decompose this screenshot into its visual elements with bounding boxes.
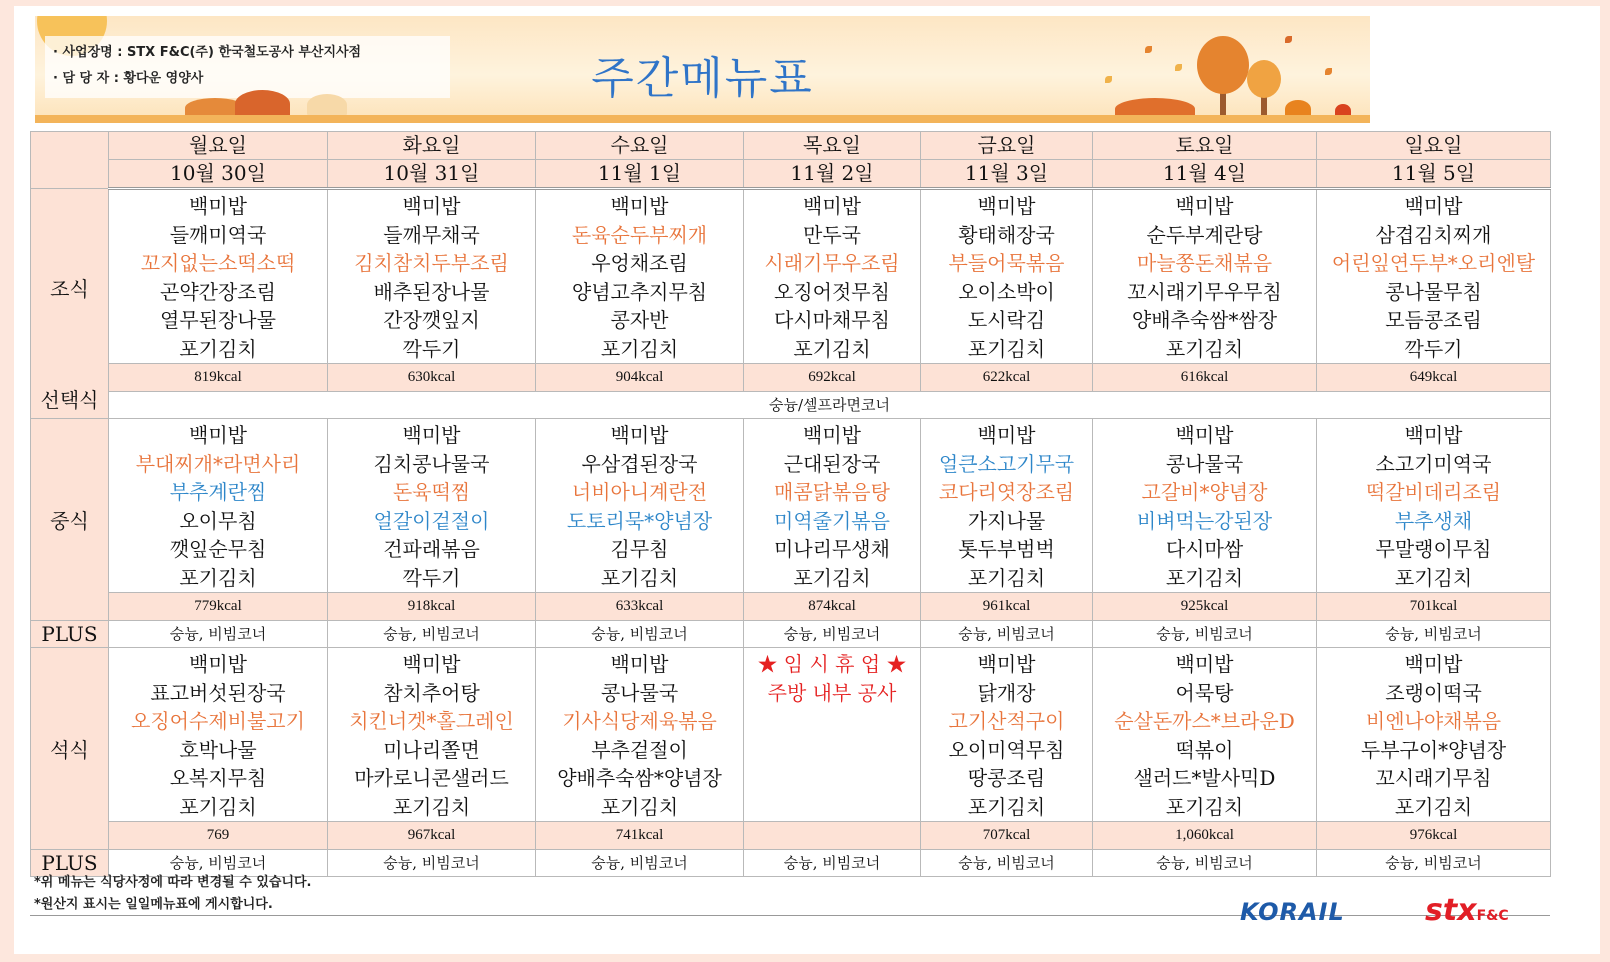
- leaf-decoration: [1105, 76, 1112, 83]
- dinner-menu-cell: [921, 648, 1093, 822]
- menu-item: 다시마채무침: [774, 308, 890, 332]
- select-label-text: 선택식: [40, 388, 99, 412]
- plus-text: 숭늉, 비빔코너: [109, 850, 328, 877]
- menu-item: 꼬시래기무우무침: [1127, 279, 1282, 304]
- site-name: · 사업장명 : STX F&C(주) 한국철도공사 부산지사점: [53, 45, 362, 60]
- menu-item: 백미밥: [610, 652, 669, 676]
- lunch-label: [31, 419, 109, 621]
- menu-item: 포기김치: [967, 336, 1046, 361]
- menu-item: 삼겹김치찌개: [1375, 222, 1492, 247]
- leaf-decoration: [1325, 68, 1332, 75]
- menu-item: 꼬지없는소떡소떡: [140, 251, 296, 275]
- menu-item: 비벼먹는강된장: [1136, 508, 1273, 533]
- menu-item: 만두국: [803, 222, 861, 247]
- breakfast-menu-cell: [536, 189, 744, 364]
- menu-item: 포기김치: [793, 336, 871, 361]
- menu-item: 황태해장국: [958, 222, 1055, 247]
- kcal-value: 622kcal: [921, 364, 1093, 392]
- kcal-value: 630kcal: [328, 364, 536, 392]
- menu-item: 표고버섯된장국: [150, 680, 286, 705]
- menu-item: 깍두기: [402, 565, 461, 590]
- menu-item: 곤약간장조림: [160, 279, 276, 304]
- kcal-value: 741kcal: [536, 822, 744, 850]
- day-header: 월요일: [109, 132, 328, 160]
- menu-item: 백미밥: [1175, 652, 1234, 676]
- breakfast-row: [31, 189, 1551, 364]
- menu-item: 포기김치: [967, 794, 1046, 819]
- plus-text: 숭늉, 비빔코너: [1317, 850, 1551, 877]
- lunch-plus-row: [31, 621, 1551, 648]
- kcal-value: 649kcal: [1317, 364, 1551, 392]
- dinner-menu-cell: [1317, 648, 1551, 822]
- dinner-label-text: 석식: [50, 738, 89, 762]
- menu-item: 백미밥: [977, 194, 1036, 218]
- menu-item: 매콤닭볶음탕: [774, 480, 890, 504]
- menu-item: 양념고추지무침: [571, 279, 708, 304]
- kcal-value: 874kcal: [744, 593, 921, 621]
- breakfast-label: [31, 189, 109, 419]
- plus-text: 숭늉, 비빔코너: [328, 621, 536, 648]
- menu-item: 고기산적구이: [948, 709, 1065, 733]
- kcal-value: 701kcal: [1317, 593, 1551, 621]
- dinner-menu-cell: [744, 648, 921, 822]
- lunch-menu-cell: [1317, 419, 1551, 593]
- plus-text: 숭늉, 비빔코너: [536, 621, 744, 648]
- menu-item: 호박나물: [179, 737, 257, 762]
- kcal-value: [744, 822, 921, 850]
- plus-text: 숭늉, 비빔코너: [328, 850, 536, 877]
- menu-item: 우엉채조림: [591, 251, 688, 275]
- menu-item: 모듬콩조림: [1385, 308, 1482, 332]
- menu-item: 닭개장: [977, 680, 1036, 705]
- day-header: 일요일: [1317, 132, 1551, 160]
- menu-item: 열무된장나물: [160, 308, 276, 332]
- menu-item: 백미밥: [977, 652, 1036, 676]
- menu-item: 부추겉절이: [591, 737, 688, 762]
- date-header: 11월 2일: [744, 160, 921, 189]
- menu-item: 오이미역무침: [948, 737, 1065, 762]
- weekly-menu-table: [30, 131, 1551, 877]
- plus-text: 숭늉, 비빔코너: [921, 621, 1093, 648]
- menu-item: 땅콩조림: [967, 766, 1046, 790]
- menu-item: 떡볶이: [1175, 737, 1234, 762]
- menu-item: 백미밥: [189, 194, 247, 218]
- menu-item: 떡갈비데리조림: [1365, 480, 1502, 504]
- menu-item: 백미밥: [610, 423, 669, 447]
- menu-item: ★ 임 시 휴 업 ★: [757, 652, 907, 676]
- lunch-menu-cell: [328, 419, 536, 593]
- korail-logo: KORAIL: [1240, 898, 1345, 926]
- lunch-menu-cell: [921, 419, 1093, 593]
- kcal-value: 918kcal: [328, 593, 536, 621]
- kcal-value: 961kcal: [921, 593, 1093, 621]
- menu-item: 백미밥: [1404, 652, 1463, 676]
- menu-item: 코다리엿장조림: [938, 480, 1075, 504]
- kcal-value: 967kcal: [328, 822, 536, 850]
- plus-text: 숭늉, 비빔코너: [1317, 621, 1551, 648]
- footnote-change: *위 메뉴는 식당사정에 따라 변경될 수 있습니다.: [34, 875, 312, 890]
- menu-item: 도토리묵*양념장: [566, 508, 713, 533]
- date-header: 11월 4일: [1093, 160, 1317, 189]
- kcal-value: 769: [109, 822, 328, 850]
- tree-decoration: [1197, 36, 1249, 94]
- dinner-kcal-row: [31, 822, 1551, 850]
- plus-label: PLUS: [31, 621, 109, 648]
- manager-name: · 담 당 자 : 황다운 영양사: [53, 71, 204, 86]
- date-header: 10월 31일: [328, 160, 536, 189]
- menu-item: 주방 내부 공사: [767, 680, 897, 705]
- breakfast-label-text: 조식: [50, 277, 89, 301]
- menu-item: 간장깻잎지: [383, 308, 480, 332]
- day-header: 수요일: [536, 132, 744, 160]
- menu-item: 무말랭이무침: [1375, 537, 1492, 561]
- plus-text: 숭늉, 비빔코너: [109, 621, 328, 648]
- leaf-decoration: [1175, 64, 1182, 71]
- menu-item: 콩자반: [610, 308, 669, 332]
- menu-item: 들깨미역국: [169, 222, 267, 247]
- menu-item: 다시마쌈: [1165, 537, 1244, 561]
- menu-item: 백미밥: [610, 194, 669, 218]
- menu-item: 백미밥: [1404, 194, 1463, 218]
- menu-item: 오이소박이: [958, 279, 1055, 304]
- day-header: 금요일: [921, 132, 1093, 160]
- breakfast-menu-cell: [744, 189, 921, 364]
- bush-decoration: [235, 90, 290, 118]
- menu-item: 순두부계란탕: [1146, 222, 1263, 247]
- dinner-menu-cell: [109, 648, 328, 822]
- menu-item: 소고기미역국: [1375, 451, 1492, 476]
- plus-text: 숭늉, 비빔코너: [1093, 621, 1317, 648]
- menu-item: 김치콩나물국: [373, 451, 490, 476]
- menu-item: 오징어수제비불고기: [131, 709, 305, 733]
- kcal-value: 925kcal: [1093, 593, 1317, 621]
- menu-item: 미나리무생채: [774, 537, 890, 561]
- menu-item: 포기김치: [1394, 794, 1473, 819]
- kcal-value: 779kcal: [109, 593, 328, 621]
- menu-item: 콩나물국: [600, 680, 679, 705]
- plus-text: 숭늉, 비빔코너: [536, 850, 744, 877]
- tree-decoration: [1247, 60, 1281, 98]
- menu-item: 백미밥: [1175, 194, 1234, 218]
- menu-item: 백미밥: [189, 423, 247, 447]
- lunch-kcal-row: [31, 593, 1551, 621]
- menu-item: 미역줄기볶음: [774, 508, 890, 533]
- menu-item: 포기김치: [600, 565, 679, 590]
- day-header-row: [31, 132, 1551, 160]
- banner: [35, 16, 1370, 123]
- breakfast-menu-cell: [328, 189, 536, 364]
- menu-item: 콩나물무침: [1385, 279, 1482, 304]
- menu-item: 포기김치: [600, 336, 679, 361]
- stx-logo-sub: F&C: [1476, 908, 1509, 924]
- menu-item: 깍두기: [1404, 336, 1463, 361]
- kcal-value: 633kcal: [536, 593, 744, 621]
- leaf-decoration: [1145, 46, 1152, 53]
- breakfast-menu-cell: [1093, 189, 1317, 364]
- menu-item: 톳두부범벅: [958, 537, 1055, 561]
- menu-item: 백미밥: [1404, 423, 1463, 447]
- menu-item: 깍두기: [402, 336, 461, 361]
- menu-item: 백미밥: [977, 423, 1036, 447]
- kcal-value: 692kcal: [744, 364, 921, 392]
- menu-item: 김치참치두부조림: [354, 251, 509, 275]
- breakfast-kcal-row: [31, 364, 1551, 392]
- kcal-value: 819kcal: [109, 364, 328, 392]
- menu-item: 마카로니콘샐러드: [354, 766, 509, 790]
- menu-item: 부대찌개*라면사리: [135, 451, 301, 476]
- menu-item: 포기김치: [179, 794, 257, 819]
- dinner-row: [31, 648, 1551, 822]
- menu-item: 백미밥: [803, 194, 861, 218]
- menu-item: 부추생채: [1394, 508, 1473, 533]
- menu-item: 포기김치: [1165, 565, 1244, 590]
- menu-item: 가지나물: [967, 508, 1046, 533]
- date-header: 11월 1일: [536, 160, 744, 189]
- menu-item: 포기김치: [179, 336, 257, 361]
- plus-label: PLUS: [31, 850, 109, 877]
- lunch-label-text: 중식: [50, 509, 89, 533]
- menu-item: 꼬시래기무침: [1375, 766, 1492, 790]
- menu-item: 마늘쫑돈채볶음: [1136, 251, 1273, 275]
- kcal-value: 616kcal: [1093, 364, 1317, 392]
- pumpkin-icon: [307, 94, 347, 116]
- lunch-menu-cell: [109, 419, 328, 593]
- menu-item: 포기김치: [392, 794, 471, 819]
- menu-item: 오징어젓무침: [774, 279, 890, 304]
- leaf-decoration: [1285, 36, 1292, 43]
- date-header: 10월 30일: [109, 160, 328, 189]
- menu-item: 부추계란찜: [169, 480, 267, 504]
- date-header-row: [31, 160, 1551, 189]
- dinner-menu-cell: [1093, 648, 1317, 822]
- dinner-label: [31, 648, 109, 850]
- menu-item: 포기김치: [1165, 336, 1244, 361]
- menu-item: 김무침: [610, 537, 669, 561]
- stx-logo-text: stx: [1425, 893, 1477, 928]
- menu-item: 양배추숙쌈*양념장: [557, 766, 722, 790]
- menu-item: 콩나물국: [1165, 451, 1244, 476]
- plus-text: 숭늉, 비빔코너: [744, 850, 921, 877]
- menu-item: 건파래볶음: [383, 537, 480, 561]
- menu-item: 백미밥: [402, 423, 461, 447]
- menu-item: 어묵탕: [1175, 680, 1234, 705]
- menu-item: 근대된장국: [783, 451, 881, 476]
- footnote-origin: *원산지 표시는 일일메뉴표에 게시합니다.: [34, 897, 273, 912]
- select-corner-text: 숭늉/셀프라면코너: [109, 392, 1551, 419]
- menu-item: 포기김치: [179, 565, 257, 590]
- plus-text: 숭늉, 비빔코너: [1093, 850, 1317, 877]
- kcal-value: 904kcal: [536, 364, 744, 392]
- menu-item: 치킨너겟*홀그레인: [349, 709, 514, 733]
- menu-item: 얼큰소고기무국: [938, 451, 1075, 476]
- menu-item: 돈육순두부찌개: [571, 222, 708, 247]
- select-row: [31, 392, 1551, 419]
- lunch-menu-cell: [536, 419, 744, 593]
- menu-item: 얼갈이겉절이: [373, 508, 490, 533]
- lunch-row: [31, 419, 1551, 593]
- plus-text: 숭늉, 비빔코너: [744, 621, 921, 648]
- breakfast-menu-cell: [921, 189, 1093, 364]
- menu-item: 깻잎순무침: [169, 537, 267, 561]
- menu-item: 어린잎연두부*오리엔탈: [1331, 251, 1536, 275]
- menu-item: 백미밥: [803, 423, 861, 447]
- plus-text: 숭늉, 비빔코너: [921, 850, 1093, 877]
- menu-item: 백미밥: [402, 194, 461, 218]
- menu-item: 시래기무우조림: [764, 251, 900, 275]
- menu-item: 도시락김: [967, 308, 1046, 332]
- menu-item: 포기김치: [967, 565, 1046, 590]
- ground-decoration: [35, 115, 1370, 123]
- menu-item: 돈육떡찜: [392, 480, 471, 504]
- menu-item: 오복지무침: [169, 766, 267, 790]
- dinner-menu-cell: [536, 648, 744, 822]
- menu-item: 고갈비*양념장: [1141, 480, 1268, 504]
- menu-item: 부들어묵볶음: [948, 251, 1065, 275]
- menu-item: 오이무침: [179, 508, 257, 533]
- menu-item: 기사식당제육볶음: [562, 709, 717, 733]
- menu-item: 너비아니계란전: [571, 480, 708, 504]
- menu-item: 포기김치: [793, 565, 871, 590]
- breakfast-menu-cell: [1317, 189, 1551, 364]
- menu-item: 비엔나야채볶음: [1365, 709, 1502, 733]
- date-header: 11월 3일: [921, 160, 1093, 189]
- menu-item: 우삼겹된장국: [581, 451, 698, 476]
- menu-item: 포기김치: [1394, 565, 1473, 590]
- page-title: 주간메뉴표: [591, 53, 814, 104]
- day-header: 토요일: [1093, 132, 1317, 160]
- menu-item: 포기김치: [1165, 794, 1244, 819]
- menu-item: 조랭이떡국: [1385, 680, 1482, 705]
- date-header: 11월 5일: [1317, 160, 1551, 189]
- menu-item: 참치추어탕: [383, 680, 480, 705]
- breakfast-menu-cell: [109, 189, 328, 364]
- stx-logo: [1425, 893, 1509, 928]
- day-header: 목요일: [744, 132, 921, 160]
- kcal-value: 976kcal: [1317, 822, 1551, 850]
- corner-cell: [31, 132, 109, 189]
- menu-item: 백미밥: [189, 652, 247, 676]
- kcal-value: 707kcal: [921, 822, 1093, 850]
- menu-item: 포기김치: [600, 794, 679, 819]
- menu-item: 순살돈까스*브라운D: [1114, 709, 1295, 733]
- menu-item: 백미밥: [1175, 423, 1234, 447]
- day-header: 화요일: [328, 132, 536, 160]
- lunch-menu-cell: [744, 419, 921, 593]
- kcal-value: 1,060kcal: [1093, 822, 1317, 850]
- menu-item: 배추된장나물: [373, 279, 490, 304]
- menu-item: 들깨무채국: [383, 222, 480, 247]
- menu-item: 양배추숙쌈*쌈장: [1131, 308, 1278, 332]
- lunch-menu-cell: [1093, 419, 1317, 593]
- menu-item: 두부구이*양념장: [1360, 737, 1507, 762]
- menu-item: 샐러드*발사믹D: [1133, 766, 1276, 790]
- menu-item: 백미밥: [402, 652, 461, 676]
- menu-item: 미나리쫄면: [383, 737, 480, 762]
- dinner-menu-cell: [328, 648, 536, 822]
